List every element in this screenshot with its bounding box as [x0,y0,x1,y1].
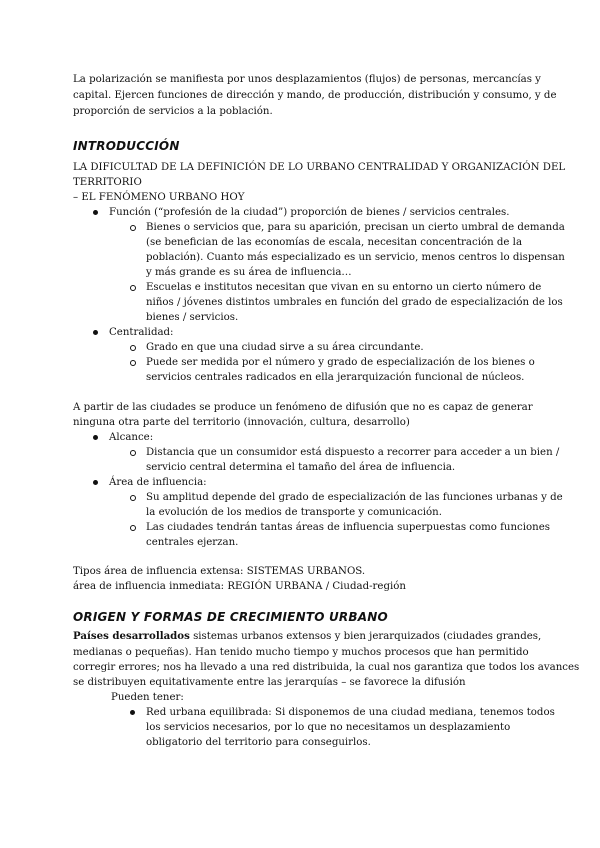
sub-bullet-line: la evolución de los medios de transporte y comunicación. [146,507,442,518]
red-line: Red urbana equilibrada: Si disponemos de una ciudad mediana, tenemos todos [146,707,555,718]
paises-first-line [73,629,541,644]
bullet-icon [93,330,98,335]
sub-bullet-icon [130,285,136,291]
subtitle-line: TERRITORIO [73,177,142,188]
sub-bullet-line: Escuelas e institutos necesitan que vivan en su entorno un cierto número de [146,282,542,293]
sub-bullet-line: y más grande es su área de influencia… [146,267,352,278]
section-heading-origen: ORIGEN Y FORMAS DE CRECIMIENTO URBANO [73,610,388,624]
sub-bullet-icon [130,360,136,366]
sub-bullet-line: (se benefician de las economías de escala, necesitan concentración de la [146,237,523,248]
bullet-label-area: Área de influencia: [109,477,207,488]
difusion-line: ninguna otra parte del territorio (innovación, cultura, desarrollo) [73,417,410,428]
sub-bullet-line: servicio central determina el tamaño del área de influencia. [146,462,456,473]
difusion-line: A partir de las ciudades se produce un fenómeno de difusión que no es capaz de generar [73,402,533,413]
pueden-tener-label: Pueden tener: [111,692,184,703]
red-line: obligatorio del territorio para conseguirlos. [146,737,371,748]
sub-bullet-line: Grado en que una ciudad sirve a su área circundante. [146,342,424,353]
sub-bullet-line: Su amplitud depende del grado de especialización de las funciones urbanas y de [146,492,563,503]
bullet-label-funcion: Función (“profesión de la ciudad”) proporción de bienes / servicios centrales. [109,207,510,218]
sub-bullet-line: centrales ejerzan. [146,537,239,548]
sub-bullet-icon [130,450,136,456]
sub-bullet-line: servicios centrales radicados en ella jerarquización funcional de núcleos. [146,372,525,383]
section-heading-introduccion: INTRODUCCIÓN [73,139,180,153]
bullet-label-centralidad: Centralidad: [109,327,174,338]
sub-bullet-icon [130,525,136,531]
bullet-icon [130,710,135,715]
intro-line: capital. Ejercen funciones de dirección y mando, de producción, distribución y consumo, y de [73,90,557,101]
bullet-icon [93,480,98,485]
paises-line: corregir errores; nos ha llevado a una red distribuida, la cual nos garantiza que todos los avances [73,662,580,673]
bullet-icon [93,210,98,215]
paises-line: se distribuyen equitativamente entre las jerarquías – se favorece la difusión [73,677,466,688]
tipos-line: área de influencia inmediata: REGIÓN URBANA / Ciudad-región [73,581,406,592]
sub-bullet-line: Puede ser medida por el número y grado de especialización de los bienes o [146,357,535,368]
subtitle-line: LA DIFICULTAD DE LA DEFINICIÓN DE LO URBANO CENTRALIDAD Y ORGANIZACIÓN DEL [73,162,566,173]
paises-line: medianas o pequeñas). Han tenido mucho tiempo y muchos procesos que han permitido [73,647,529,658]
intro-line: proporción de servicios a la población. [73,106,273,117]
red-line: los servicios necesarios, por lo que no necesitamos un desplazamiento [146,722,511,733]
sub-bullet-icon [130,225,136,231]
paises-bold-label: Países desarrollados [73,630,190,642]
subtitle-line: – EL FENÓMENO URBANO HOY [73,192,245,203]
sub-bullet-icon [130,495,136,501]
sub-bullet-line: bienes / servicios. [146,312,239,323]
sub-bullet-line: Distancia que un consumidor está dispuesto a recorrer para acceder a un bien / [146,447,560,458]
bullet-label-alcance: Alcance: [109,432,154,443]
sub-bullet-line: niños / jóvenes distintos umbrales en función del grado de especialización de los [146,297,563,308]
intro-line: La polarización se manifiesta por unos desplazamientos (flujos) de personas, mercancías y [73,74,541,85]
sub-bullet-line: Las ciudades tendrán tantas áreas de influencia superpuestas como funciones [146,522,550,533]
sub-bullet-line: población). Cuanto más especializado es un servicio, menos centros lo dispensan [146,252,565,263]
sub-bullet-icon [130,345,136,351]
bullet-icon [93,435,98,440]
paises-first-rest: sistemas urbanos extensos y bien jerarquizados (ciudades grandes, [189,631,542,642]
sub-bullet-line: Bienes o servicios que, para su aparición, precisan un cierto umbral de demanda [146,222,565,233]
tipos-line: Tipos área de influencia extensa: SISTEMAS URBANOS. [73,566,366,577]
